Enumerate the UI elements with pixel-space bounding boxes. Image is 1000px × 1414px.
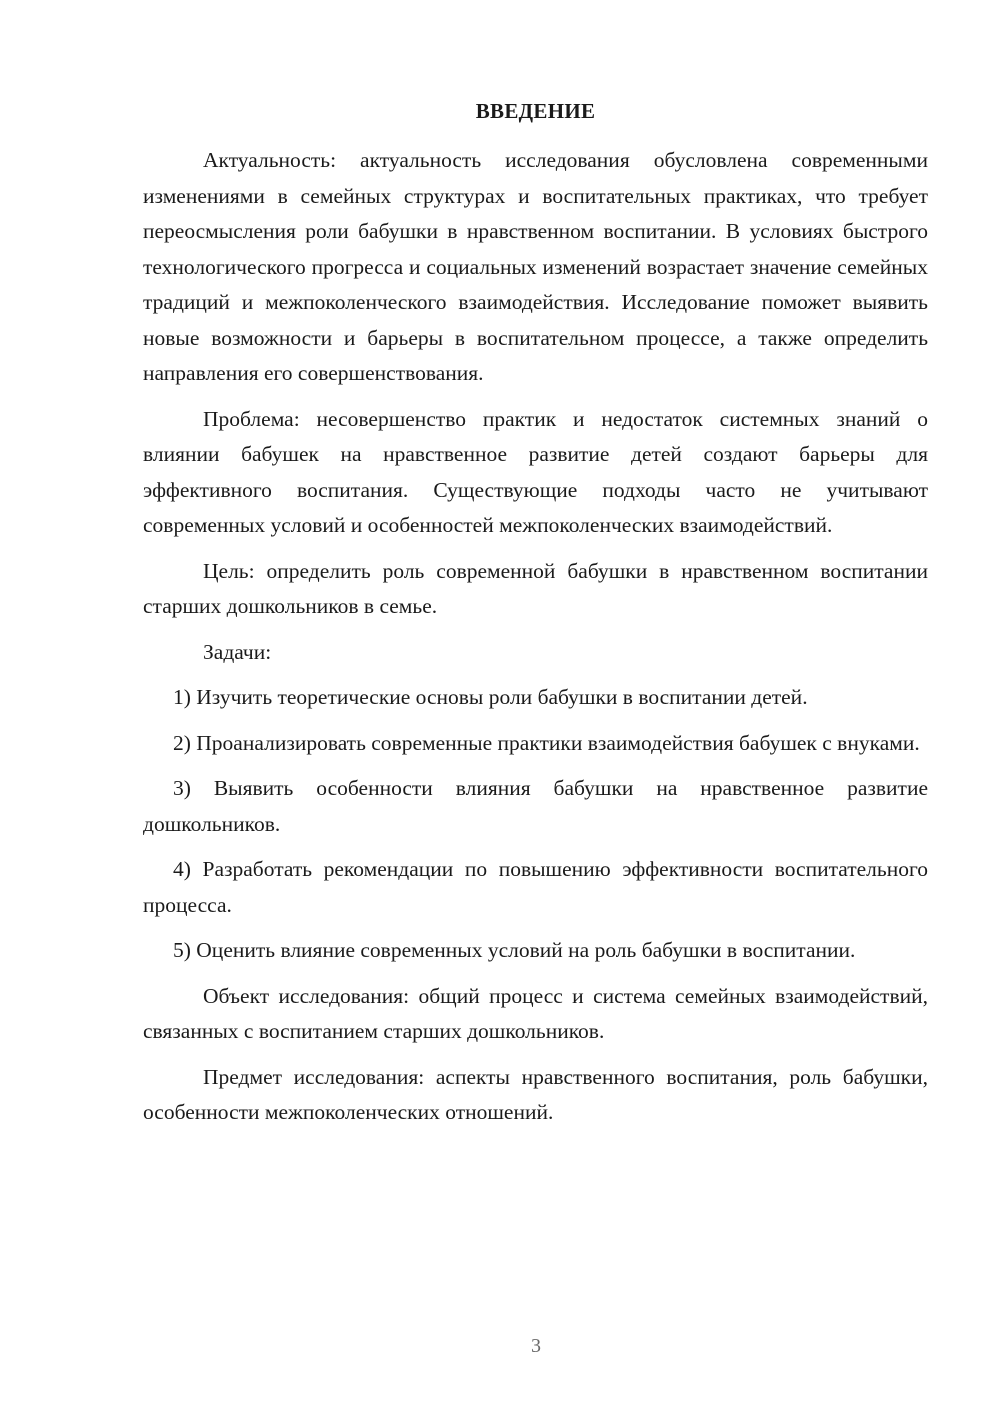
page-number: 3	[531, 1335, 541, 1357]
relevance-paragraph: Актуальность: актуальность исследования обусловлена современными изменениями в семейных структурах и воспитательных практиках, что требует переосмысления роли бабушки в нравственном воспитании. В условиях быстрого технологического прогресса и социальных изменений возрастает значение семейных традиций и межпоколенческого взаимодействия. Исследование поможет выявить новые возможности и барьеры в воспитательном процессе, а также определить направления его совершенствования.	[143, 148, 928, 385]
body-text	[143, 143, 928, 1141]
goal-paragraph: Цель: определить роль современной бабушки в нравственном воспитании старших дошкольников в семье.	[143, 558, 928, 618]
task-item-4: 4) Разработать рекомендации по повышению эффективности воспитательного процесса.	[143, 857, 928, 917]
section-heading: ВВЕДЕНИЕ	[475, 99, 596, 123]
task-item-5: 5) Оценить влияние современных условий на роль бабушки в воспитании.	[173, 938, 856, 962]
subject-paragraph: Предмет исследования: аспекты нравственного воспитания, роль бабушки, особенности межпоколенческих отношений.	[143, 1064, 928, 1124]
task-item-3: 3) Выявить особенности влияния бабушки на нравственное развитие дошкольников.	[143, 776, 928, 836]
tasks-heading: Задачи:	[203, 639, 272, 664]
problem-paragraph: Проблема: несовершенство практик и недостаток системных знаний о влиянии бабушек на нравственное развитие детей создают барьеры для эффективного воспитания. Существующие подходы часто не учитывают современных условий и особенностей межпоколенческих взаимодействий.	[143, 406, 928, 537]
task-item-2: 2) Проанализировать современные практики взаимодействия бабушек с внуками.	[173, 730, 920, 755]
object-paragraph: Объект исследования: общий процесс и система семейных взаимодействий, связанных с воспитанием старших дошкольников.	[143, 983, 928, 1043]
task-item-1: 1) Изучить теоретические основы роли бабушки в воспитании детей.	[173, 685, 808, 709]
